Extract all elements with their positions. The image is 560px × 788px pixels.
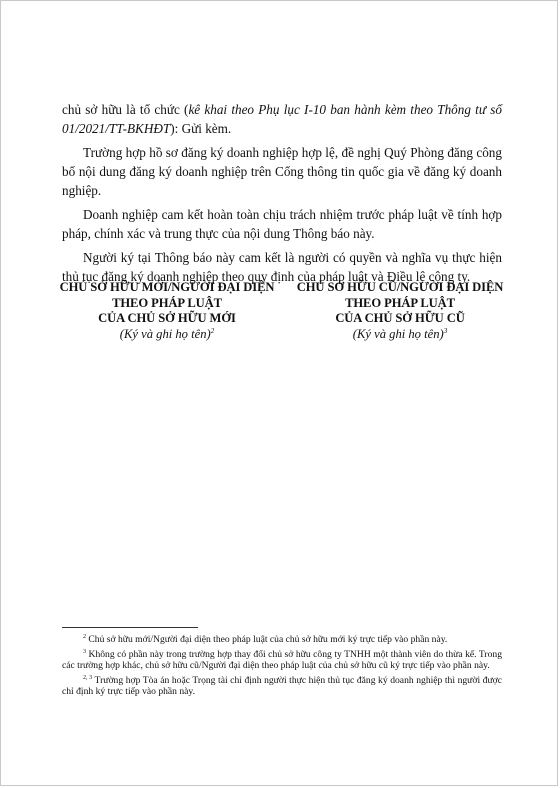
paragraph-commitment: Doanh nghiệp cam kết hoàn toàn chịu trách nhiệm trước pháp luật về tính hợp pháp, chính xác và trung thực của nội dung Thông báo này. (62, 207, 502, 241)
signature-old-owner-note (289, 327, 511, 343)
signature-section (56, 280, 511, 342)
signature-new-owner-line1: CHỦ SỞ HỮU MỚI/NGƯỜI ĐẠI DIỆN (59, 280, 275, 294)
signature-old-owner (289, 280, 511, 342)
footnotes (62, 634, 502, 701)
signature-old-owner-line2: THEO PHÁP LUẬT (345, 295, 455, 310)
footnote-item (62, 649, 502, 672)
signature-old-owner-line1: CHỦ SỞ HỮU CŨ/NGƯỜI ĐẠI DIỆN (296, 280, 504, 294)
footnote-item (62, 675, 502, 698)
signature-new-owner (56, 280, 278, 342)
footnote-text: Không có phần này trong trường hợp thay đổi chủ sở hữu công ty TNHH một thành viên do thừa kế. Trong các trường hợp khác, chủ sở hữu cũ/Người đại diện theo pháp luật của chủ sở hữu cũ ký trực tiếp vào phần này. (62, 648, 502, 672)
footnote-item (62, 634, 502, 646)
footnote-marker: 2 (83, 633, 86, 640)
signature-new-owner-line3: CỦA CHỦ SỞ HỮU MỚI (98, 311, 236, 325)
signature-new-owner-line2: THEO PHÁP LUẬT (112, 295, 222, 310)
footnote-marker: 2, 3 (83, 674, 93, 681)
footnote-ref-3[interactable]: 3 (443, 326, 448, 335)
paragraph-attachment-prefix: chủ sở hữu là tổ chức ( (62, 102, 189, 117)
footnote-text: Chủ sở hữu mới/Người đại diện theo pháp luật của chủ sở hữu mới ký trực tiếp vào phần này. (86, 634, 448, 645)
paragraph-publication-request: Trường hợp hồ sơ đăng ký doanh nghiệp hợp lệ, đề nghị Quý Phòng đăng công bố nội dung đăng ký doanh nghiệp trên Cổng thông tin quốc gia về đăng ký doanh nghiệp. (62, 145, 502, 198)
footnote-separator (62, 627, 198, 628)
signature-old-owner-line3: CỦA CHỦ SỞ HỮU CŨ (335, 311, 465, 325)
signature-new-owner-note (56, 327, 278, 343)
signature-new-owner-note-text: (Ký và ghi họ tên) (119, 326, 211, 341)
paragraph-attachment-suffix: ): Gửi kèm. (170, 121, 232, 136)
body-text (62, 100, 502, 291)
footnote-ref-2[interactable]: 2 (210, 326, 215, 335)
paragraph-attachment-reference: kê khai theo Phụ lục I-10 ban hành kèm theo Thông tư số 01/2021/TT-BKHĐT (62, 102, 502, 136)
signature-old-owner-note-text: (Ký và ghi họ tên) (352, 326, 444, 341)
paragraph-attachment (62, 100, 502, 138)
footnote-marker: 3 (83, 648, 86, 655)
paragraph-signer-commitment: Người ký tại Thông báo này cam kết là người có quyền và nghĩa vụ thực hiện thủ tục đăng ký doanh nghiệp theo quy định của pháp luật và Điều lệ công ty. (62, 250, 502, 284)
footnote-text: Trường hợp Tòa án hoặc Trọng tài chỉ định người thực hiện thủ tục đăng ký doanh nghiệp thì người được chỉ định ký trực tiếp vào phần này. (62, 674, 503, 698)
